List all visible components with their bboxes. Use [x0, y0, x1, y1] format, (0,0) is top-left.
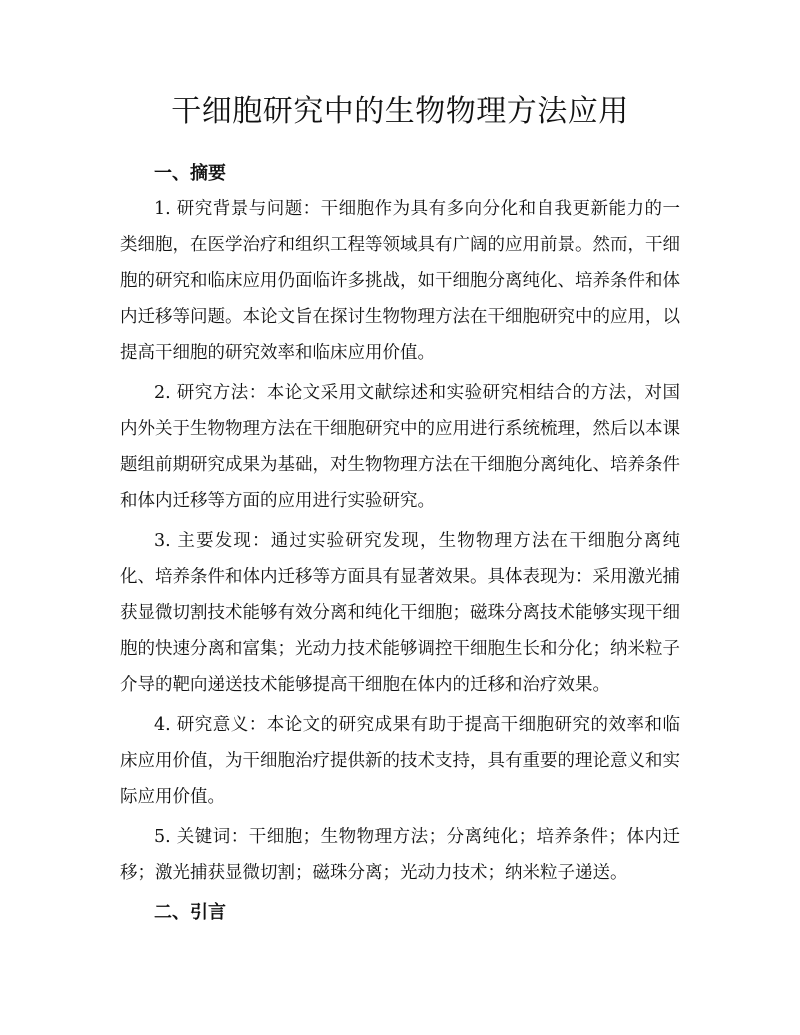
section-introduction: [120, 895, 680, 930]
abstract-paragraph-methods: 2. 研究方法：本论文采用文献综述和实验研究相结合的方法，对国内外关于生物物理方法在干细胞研究中的应用进行系统梳理，然后以本课题组前期研究成果为基础，对生物物理方法在干细胞分离纯化、培养条件和体内迁移等方面的应用进行实验研究。: [120, 383, 680, 511]
abstract-paragraph-significance: 4. 研究意义：本论文的研究成果有助于提高干细胞研究的效率和临床应用价值，为干细胞治疗提供新的技术支持，具有重要的理论意义和实际应用价值。: [120, 715, 680, 807]
abstract-paragraph-background: 1. 研究背景与问题：干细胞作为具有多向分化和自我更新能力的一类细胞，在医学治疗和组织工程等领域具有广阔的应用前景。然而，干细胞的研究和临床应用仍面临许多挑战，如干细胞分离纯化、培养条件和体内迁移等问题。本论文旨在探讨生物物理方法在干细胞研究中的应用，以提高干细胞的研究效率和临床应用价值。: [120, 199, 680, 363]
abstract-paragraph-findings: 3. 主要发现：通过实验研究发现，生物物理方法在干细胞分离纯化、培养条件和体内迁移等方面具有显著效果。具体表现为：采用激光捕获显微切割技术能够有效分离和纯化干细胞；磁珠分离技术能够实现干细胞的快速分离和富集；光动力技术能够调控干细胞生长和分化；纳米粒子介导的靶向递送技术能够提高干细胞在体内的迁移和治疗效果。: [120, 531, 680, 695]
abstract-paragraph-keywords: 5. 关键词：干细胞；生物物理方法；分离纯化；培养条件；体内迁移；激光捕获显微切割；磁珠分离；光动力技术；纳米粒子递送。: [120, 827, 680, 883]
document-title: 干细胞研究中的生物物理方法应用: [171, 94, 629, 129]
section-heading-abstract: 一、摘要: [154, 163, 226, 184]
section-heading-introduction: 二、引言: [154, 902, 226, 923]
section-abstract: [120, 156, 680, 891]
